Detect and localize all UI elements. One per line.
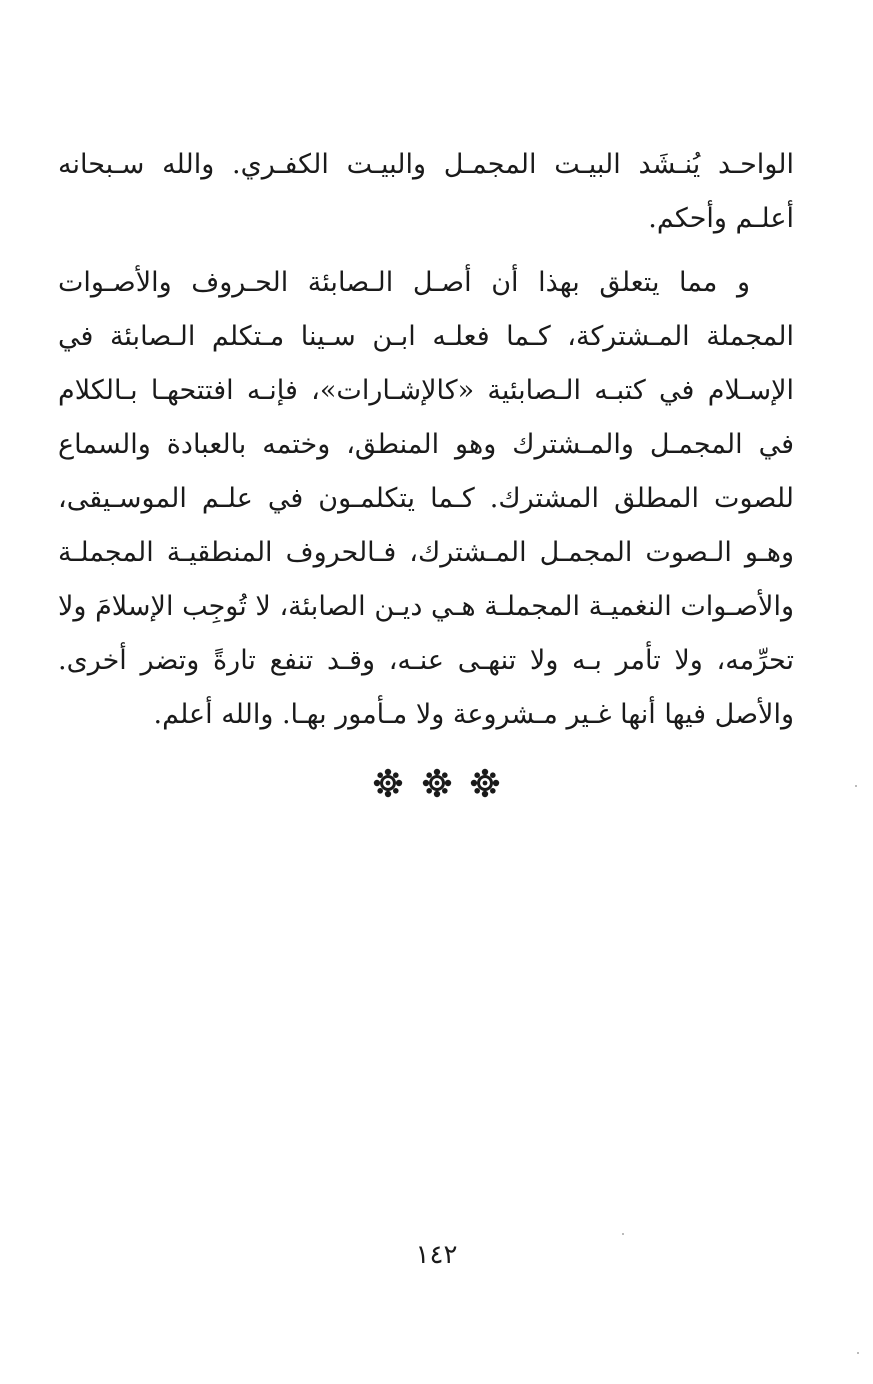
scan-speck (622, 1233, 624, 1235)
paragraph-1: الواحـد يُنـشَد البيـت المجمـل والبيـت الكفـري. والله سـبحانه أعلـم وأحكم. (58, 149, 794, 234)
flower-ornament-icon (373, 768, 403, 798)
flower-ornament-icon (470, 768, 500, 798)
scan-speck (857, 1352, 859, 1354)
page-number: ١٤٢ (415, 1240, 458, 1270)
paragraph-2: و مما يتعلق بهذا أن أصـل الـصابئة الحـروف والأصـوات المجملة المـشتركة، كـما فعلـه ابـن سـينا مـتكلم الـصابئة في الإسـلام في كتبـه الـصابئية «كالإشـارات»، فإنـه افتتحهـا بـالكلام في المجمـل والمـشترك وهو المنطق، وختمه بالعبادة والسماع للصوت المطلق المشترك. كـما يتكلمـون في علـم الموسـيقى، وهـو الـصوت المجمـل المـشترك، فـالحروف المنطقيـة المجملـة والأصـوات النغميـة المجملـة هـي ديـن الصابئة، لا تُوجِب الإسلامَ ولا تحرِّمه، ولا تأمر بـه ولا تنهـى عنـه، وقـد تنفع تارةً وتضر أخرى. والأصل فيها أنها غـير مـشروعة ولا مـأمور بهـا. والله أعلم. (58, 267, 794, 730)
scan-speck (855, 785, 857, 787)
flower-ornament-icon (422, 768, 452, 798)
section-divider (0, 768, 873, 805)
